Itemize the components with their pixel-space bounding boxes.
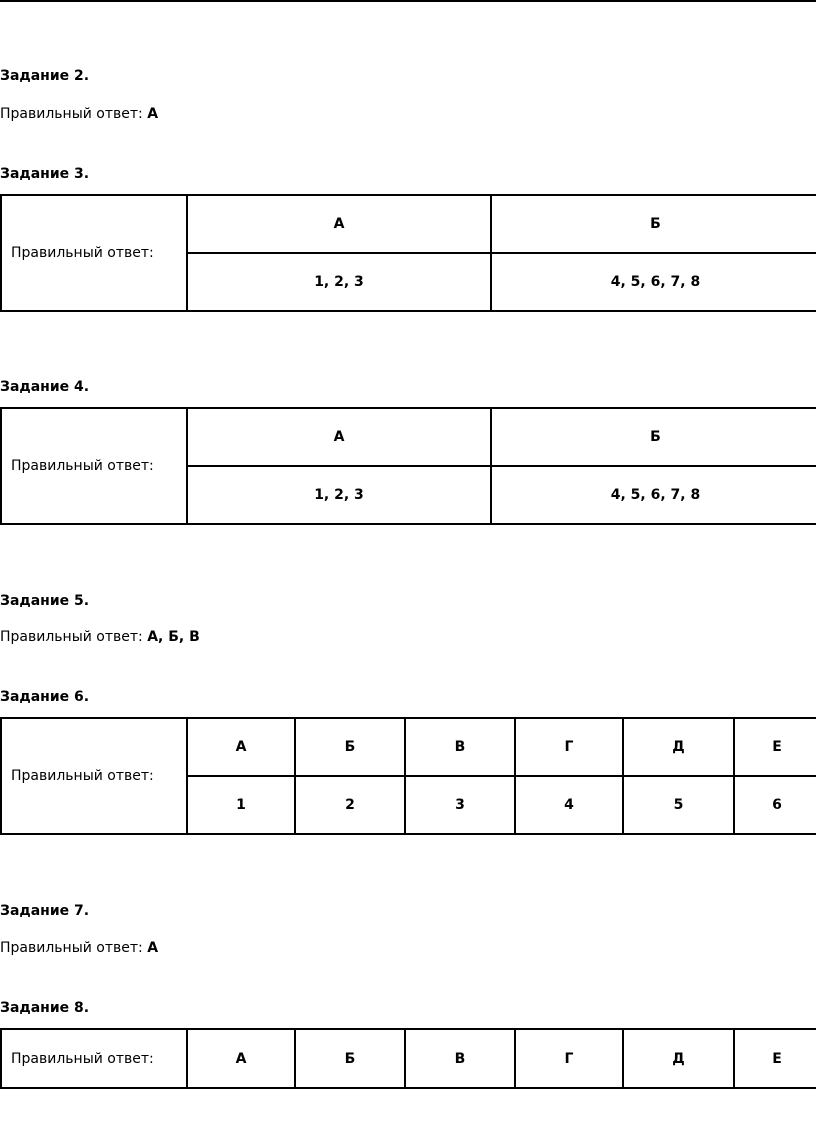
- task-8-title: Задание 8.: [0, 1000, 90, 1016]
- task-6-header-cell: Б: [295, 718, 405, 776]
- task-8-header-cell: Г: [515, 1029, 623, 1088]
- task-6-header-cell: Д: [623, 718, 734, 776]
- page-top-rule: [0, 0, 816, 2]
- task-6-value-cell: 2: [295, 776, 405, 834]
- task-5-answer: [0, 628, 200, 646]
- task-4-answer-label: Правильный ответ:: [1, 408, 187, 524]
- task-2-answer-label: Правильный ответ:: [0, 106, 143, 122]
- task-7-title: Задание 7.: [0, 903, 90, 919]
- task-6-value-cell: 4: [515, 776, 623, 834]
- task-4-header-cell: А: [187, 408, 491, 466]
- task-2-title: Задание 2.: [0, 68, 90, 84]
- task-6-header-cell: Г: [515, 718, 623, 776]
- task-3-value-cell: 1, 2, 3: [187, 253, 491, 311]
- task-5-answer-value: А, Б, В: [147, 629, 200, 645]
- task-8-header-cell: Б: [295, 1029, 405, 1088]
- task-6-header-cell: А: [187, 718, 295, 776]
- task-3-answer-table: [0, 194, 816, 312]
- task-3-header-cell: А: [187, 195, 491, 253]
- task-6-title: Задание 6.: [0, 689, 90, 705]
- task-6-header-cell: Е: [734, 718, 816, 776]
- task-8-header-cell: А: [187, 1029, 295, 1088]
- task-4-answer-table: [0, 407, 816, 525]
- task-2-answer-value: А: [147, 106, 159, 122]
- task-6-value-cell: 6: [734, 776, 816, 834]
- task-6-value-cell: 1: [187, 776, 295, 834]
- task-8-answer-label: Правильный ответ:: [1, 1029, 187, 1088]
- task-4-title: Задание 4.: [0, 379, 90, 395]
- task-8-header-cell: Д: [623, 1029, 734, 1088]
- task-6-value-cell: 5: [623, 776, 734, 834]
- task-7-answer-value: А: [147, 940, 159, 956]
- task-6-header-cell: В: [405, 718, 515, 776]
- task-6-answer-label: Правильный ответ:: [1, 718, 187, 834]
- task-3-answer-label: Правильный ответ:: [1, 195, 187, 311]
- task-8-header-cell: Е: [734, 1029, 816, 1088]
- task-2-answer: [0, 105, 158, 123]
- task-3-value-cell: 4, 5, 6, 7, 8: [491, 253, 816, 311]
- task-3-title: Задание 3.: [0, 166, 90, 182]
- task-7-answer-label: Правильный ответ:: [0, 940, 143, 956]
- task-8-answer-table: [0, 1028, 816, 1089]
- task-3-header-cell: Б: [491, 195, 816, 253]
- task-4-value-cell: 4, 5, 6, 7, 8: [491, 466, 816, 524]
- task-7-answer: [0, 939, 158, 957]
- task-6-answer-table: [0, 717, 816, 835]
- task-8-header-cell: В: [405, 1029, 515, 1088]
- task-6-value-cell: 3: [405, 776, 515, 834]
- task-5-answer-label: Правильный ответ:: [0, 629, 143, 645]
- task-5-title: Задание 5.: [0, 593, 90, 609]
- task-4-header-cell: Б: [491, 408, 816, 466]
- task-4-value-cell: 1, 2, 3: [187, 466, 491, 524]
